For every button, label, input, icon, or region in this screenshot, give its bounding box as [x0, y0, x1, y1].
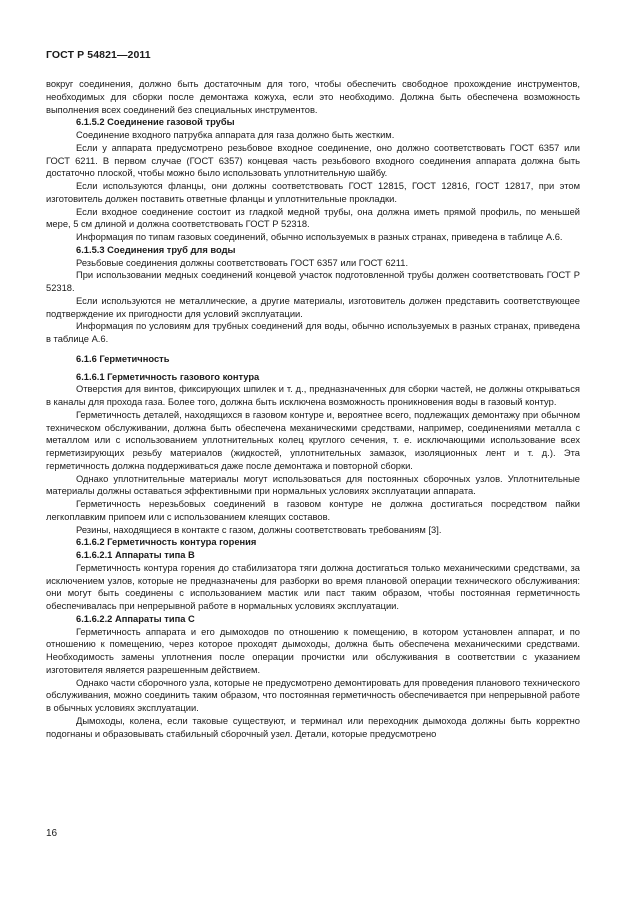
body-paragraph: При использовании медных соединений концевой участок подготовленной трубы должен соответствовать ГОСТ Р 52318. — [46, 270, 580, 293]
body-paragraph: Если входное соединение состоит из гладкой медной трубы, она должна иметь прямой профиль, по меньшей мере, 5 см длиной и должна соответствовать ГОСТ Р 52318. — [46, 206, 580, 230]
section-heading: 6.1.5.3 Соединения труб для воды — [76, 244, 236, 255]
body-paragraph: Резьбовые соединения должны соответствовать ГОСТ 6357 или ГОСТ 6211. — [76, 257, 409, 268]
body-paragraph: Герметичность аппарата и его дымоходов по отношению к помещению, в котором установлен аппарат, и по отношению к помещению, через которое проходят дымоходы, должна быть обеспечена механическими средствами. Необходимость замены уплотнения после операции прочистки или обслуживания в соответствии с указанием изготовителя является разрешенным действием. — [46, 626, 580, 675]
body-paragraph: Соединение входного патрубка аппарата для газа должно быть жестким. — [76, 130, 395, 140]
body-paragraph: Герметичность нерезьбовых соединений в газовом контуре не должна достигаться посредством пайки легкоплавким припоем или с использованием клеящих составов. — [46, 499, 580, 522]
body-paragraph: Герметичность контура горения до стабилизатора тяги должна достигаться только механическими средствами, за исключением узлов, которые не предназначены для разборки во время плановой операции технического обслуживания: они могут быть соединены с использованием мастик или паст таким образом, чтобы постоянная герметичность обеспечивалась при непрерывной работе в нормальных условиях эксплуатации. — [46, 562, 580, 611]
section-heading: 6.1.6 Герметичность — [76, 353, 170, 364]
document-body — [46, 78, 580, 740]
section-heading: 6.1.6.2.1 Аппараты типа В — [76, 550, 195, 560]
section-heading: 6.1.5.2 Соединение газовой трубы — [76, 117, 235, 128]
page-number: 16 — [46, 828, 58, 839]
body-paragraph: вокруг соединения, должно быть достаточным для того, чтобы обеспечить свободное прохождение инструментов, необходимых для сборки после демонтажа кожуха, если это необходимо. Должна быть обеспечена возможность выполнения всех соединений без специальных инструментов. — [46, 79, 580, 115]
body-paragraph: Резины, находящиеся в контакте с газом, должны соответствовать требованиям [3]. — [76, 524, 442, 535]
body-paragraph: Однако уплотнительные материалы могут использоваться для постоянных сборочных узлов. Уплотнительные материалы должны оставаться эффективными при нормальных условиях эксплуатации аппарата. — [46, 473, 580, 497]
body-paragraph: Если используются не металлические, а другие материалы, изготовитель должен представить соответствующее подтверждение их пригодности для условий эксплуатации. — [46, 295, 580, 319]
body-paragraph: Информация по типам газовых соединений, обычно используемых в разных странах, приведена в таблице А.6. — [76, 232, 563, 242]
body-paragraph: Герметичность деталей, находящихся в газовом контуре и, вероятнее всего, подлежащих демонтажу при обычном техническом обслуживании, должна быть обеспечена механическими средствами, например, соединениями металла с металлом или с использованием уплотнительных колец круглого сечения, т. е. исключающими использование всех герметизирующих резьбу материалов (жидкостей, уплотнительных замазок, изоляционных лент и т. д.). Эта герметичность должна поддерживаться даже после демонтажа и повторной сборки. — [46, 409, 580, 471]
body-paragraph: Однако части сборочного узла, которые не предусмотрено демонтировать для проведения планового технического обслуживания, можно соединить таким образом, что постоянная герметичность обеспечивается при непрерывной работе в обычных условиях эксплуатации. — [46, 677, 580, 713]
body-paragraph: Отверстия для винтов, фиксирующих шпилек и т. д., предназначенных для сборки частей, не должны открываться в каналы для прохода газа. Более того, должна быть исключена возможность проникновения воды в газовый контур. — [46, 384, 580, 407]
section-heading: 6.1.6.1 Герметичность газового контура — [76, 371, 260, 382]
body-paragraph: Дымоходы, колена, если таковые существуют, и терминал или переходник дымохода должны быть корректно подогнаны и образовывать стабильный сборочный узел. Детали, которые предусмотрено — [46, 715, 580, 739]
body-paragraph: Информация по условиям для трубных соединений для воды, обычно используемых в разных странах, приведена в таблице А.6. — [46, 321, 580, 344]
document-code-header: ГОСТ Р 54821—2011 — [46, 49, 151, 61]
body-paragraph: Если используются фланцы, они должны соответствовать ГОСТ 12815, ГОСТ 12816, ГОСТ 12817, при этом изготовитель должен поставить ответные фланцы и уплотнительные прокладки. — [46, 181, 580, 204]
body-paragraph: Если у аппарата предусмотрено резьбовое входное соединение, оно должно соответствовать ГОСТ 6357 или ГОСТ 6211. В первом случае (ГОСТ 6357) концевая часть резьбового входного соединения аппарата должна быть достаточно плоской, чтобы можно было использовать уплотнительную шайбу. — [46, 142, 580, 179]
section-heading: 6.1.6.2 Герметичность контура горения — [76, 537, 257, 548]
section-heading: 6.1.6.2.2 Аппараты типа С — [76, 613, 195, 624]
